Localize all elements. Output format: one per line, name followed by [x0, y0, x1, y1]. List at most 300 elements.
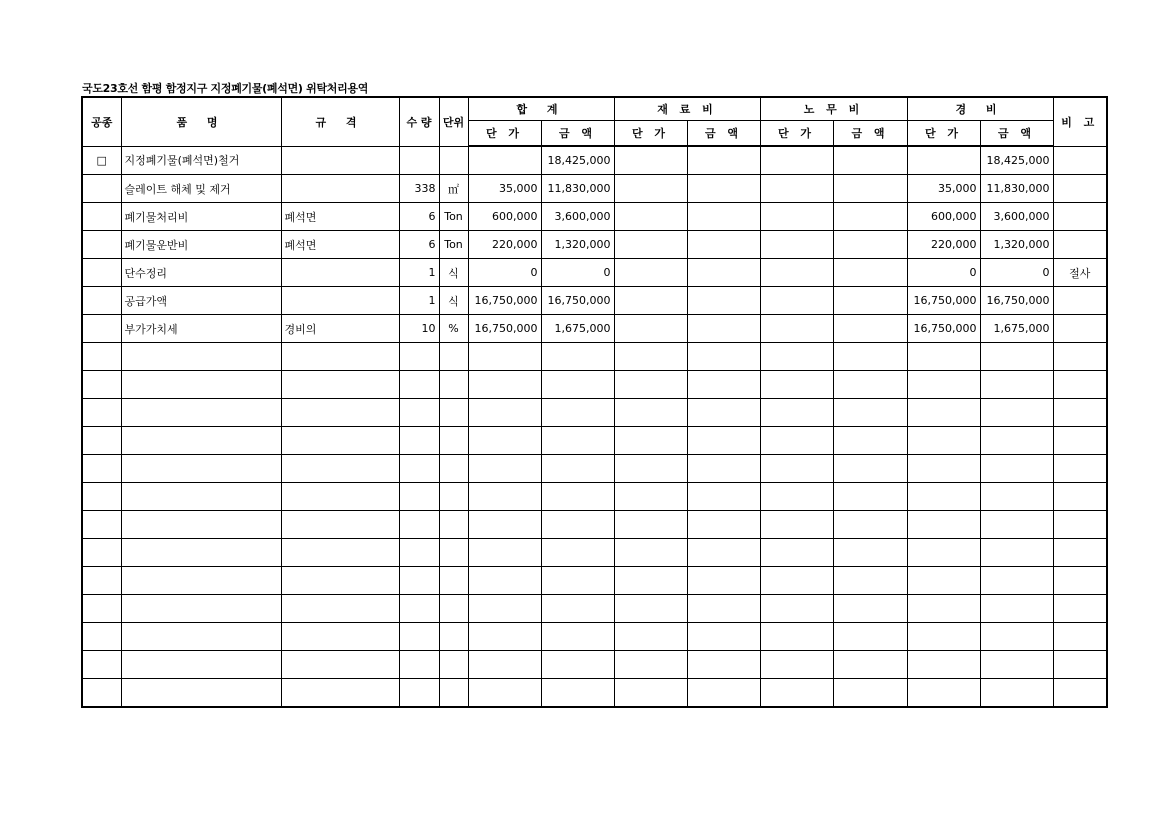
gongjong-cell [82, 511, 121, 539]
expense-unit-price-cell [907, 539, 980, 567]
table-row [82, 539, 1107, 567]
material-amount-cell [687, 483, 760, 511]
total-unit-price-cell: 35,000 [468, 175, 541, 203]
gongjong-cell [82, 623, 121, 651]
expense-amount-cell [980, 595, 1053, 623]
expense-amount-cell [980, 651, 1053, 679]
spec-cell: 폐석면 [281, 203, 399, 231]
spec-cell: 폐석면 [281, 231, 399, 259]
unit-cell: % [439, 315, 468, 343]
table-row [82, 203, 1107, 231]
material-amount-cell [687, 343, 760, 371]
unit-cell [439, 483, 468, 511]
expense-amount-cell: 3,600,000 [980, 203, 1053, 231]
gongjong-cell [82, 259, 121, 287]
unit-cell: Ton [439, 231, 468, 259]
expense-unit-price-cell [907, 623, 980, 651]
document-title: 국도23호선 함평 함정지구 지정폐기물(폐석면) 위탁처리용역 [82, 82, 369, 95]
expense-unit-price-cell [907, 679, 980, 708]
labor-amount-cell [833, 539, 907, 567]
labor-unit-price-cell [760, 175, 833, 203]
material-unit-price-cell [614, 651, 687, 679]
spec-cell [281, 371, 399, 399]
expense-unit-price-cell [907, 455, 980, 483]
remark-cell [1053, 231, 1107, 259]
expense-amount-cell [980, 511, 1053, 539]
labor-unit-price-cell [760, 679, 833, 708]
qty-cell [399, 623, 439, 651]
labor-amount-cell [833, 259, 907, 287]
labor-amount-cell [833, 175, 907, 203]
expense-unit-price-cell: 16,750,000 [907, 287, 980, 315]
gongjong-cell [82, 231, 121, 259]
total-amount-cell [541, 399, 614, 427]
qty-cell [399, 511, 439, 539]
gongjong-cell [82, 371, 121, 399]
spec-cell [281, 483, 399, 511]
unit-cell: 식 [439, 259, 468, 287]
header-expense: 경 비 [907, 97, 1053, 121]
expense-unit-price-cell [907, 146, 980, 175]
labor-unit-price-cell [760, 146, 833, 175]
qty-cell: 338 [399, 175, 439, 203]
table-row [82, 315, 1107, 343]
expense-amount-cell [980, 455, 1053, 483]
labor-unit-price-cell [760, 567, 833, 595]
gongjong-cell [82, 567, 121, 595]
gongjong-cell [82, 343, 121, 371]
labor-amount-cell [833, 427, 907, 455]
item-name-cell [121, 623, 281, 651]
unit-cell: 식 [439, 287, 468, 315]
labor-unit-price-cell [760, 511, 833, 539]
table-row [82, 567, 1107, 595]
spec-cell [281, 399, 399, 427]
expense-unit-price-cell [907, 427, 980, 455]
spec-cell [281, 259, 399, 287]
labor-amount-cell [833, 455, 907, 483]
qty-cell [399, 651, 439, 679]
material-unit-price-cell [614, 343, 687, 371]
item-name-cell [121, 539, 281, 567]
expense-amount-cell [980, 343, 1053, 371]
item-name-cell [121, 483, 281, 511]
header-labor-amount: 금 액 [833, 121, 907, 147]
total-unit-price-cell [468, 343, 541, 371]
material-amount-cell [687, 511, 760, 539]
header-material-unit-price: 단 가 [614, 121, 687, 147]
qty-cell [399, 399, 439, 427]
total-unit-price-cell [468, 455, 541, 483]
labor-unit-price-cell [760, 427, 833, 455]
item-name-cell [121, 455, 281, 483]
expense-unit-price-cell [907, 371, 980, 399]
material-amount-cell [687, 679, 760, 708]
table-row [82, 595, 1107, 623]
remark-cell [1053, 146, 1107, 175]
table-row [82, 259, 1107, 287]
labor-amount-cell [833, 679, 907, 708]
unit-cell: Ton [439, 203, 468, 231]
unit-cell [439, 371, 468, 399]
material-amount-cell [687, 259, 760, 287]
spec-cell [281, 511, 399, 539]
gongjong-cell [82, 175, 121, 203]
table-row [82, 511, 1107, 539]
header-expense-unit-price: 단 가 [907, 121, 980, 147]
total-unit-price-cell [468, 539, 541, 567]
expense-amount-cell [980, 427, 1053, 455]
spec-cell [281, 623, 399, 651]
remark-cell [1053, 427, 1107, 455]
labor-unit-price-cell [760, 455, 833, 483]
material-amount-cell [687, 231, 760, 259]
total-unit-price-cell: 16,750,000 [468, 287, 541, 315]
gongjong-cell [82, 455, 121, 483]
labor-unit-price-cell [760, 287, 833, 315]
total-amount-cell [541, 595, 614, 623]
gongjong-cell [82, 595, 121, 623]
material-amount-cell [687, 539, 760, 567]
labor-amount-cell [833, 343, 907, 371]
total-unit-price-cell: 600,000 [468, 203, 541, 231]
qty-cell: 10 [399, 315, 439, 343]
unit-cell [439, 539, 468, 567]
spec-cell [281, 567, 399, 595]
expense-unit-price-cell [907, 595, 980, 623]
qty-cell [399, 343, 439, 371]
material-amount-cell [687, 175, 760, 203]
remark-cell [1053, 175, 1107, 203]
material-unit-price-cell [614, 287, 687, 315]
material-unit-price-cell [614, 259, 687, 287]
total-amount-cell: 1,320,000 [541, 231, 614, 259]
total-unit-price-cell [468, 146, 541, 175]
cost-breakdown-table [81, 96, 1108, 708]
material-unit-price-cell [614, 567, 687, 595]
expense-amount-cell: 1,320,000 [980, 231, 1053, 259]
table-row [82, 623, 1107, 651]
remark-cell [1053, 679, 1107, 708]
total-amount-cell [541, 371, 614, 399]
material-amount-cell [687, 315, 760, 343]
material-unit-price-cell [614, 539, 687, 567]
labor-amount-cell [833, 399, 907, 427]
qty-cell: 6 [399, 231, 439, 259]
item-name-cell [121, 511, 281, 539]
spec-cell [281, 455, 399, 483]
labor-unit-price-cell [760, 539, 833, 567]
total-unit-price-cell: 16,750,000 [468, 315, 541, 343]
material-unit-price-cell [614, 623, 687, 651]
material-unit-price-cell [614, 203, 687, 231]
labor-amount-cell [833, 203, 907, 231]
spec-cell [281, 595, 399, 623]
remark-cell [1053, 511, 1107, 539]
material-amount-cell [687, 146, 760, 175]
material-amount-cell [687, 371, 760, 399]
item-name-cell [121, 371, 281, 399]
material-unit-price-cell [614, 231, 687, 259]
remark-cell [1053, 651, 1107, 679]
remark-cell [1053, 399, 1107, 427]
total-amount-cell: 18,425,000 [541, 146, 614, 175]
material-amount-cell [687, 595, 760, 623]
item-name-cell: 부가가치세 [121, 315, 281, 343]
spec-cell [281, 287, 399, 315]
item-name-cell [121, 427, 281, 455]
header-gongjong: 공종 [82, 97, 121, 146]
labor-amount-cell [833, 567, 907, 595]
header-expense-amount: 금 액 [980, 121, 1053, 147]
total-unit-price-cell [468, 511, 541, 539]
unit-cell [439, 399, 468, 427]
total-unit-price-cell [468, 427, 541, 455]
item-name-cell [121, 399, 281, 427]
remark-cell [1053, 595, 1107, 623]
gongjong-cell [82, 399, 121, 427]
header-labor-unit-price: 단 가 [760, 121, 833, 147]
gongjong-cell [82, 483, 121, 511]
table-row [82, 371, 1107, 399]
header-total: 합 계 [468, 97, 614, 121]
material-unit-price-cell [614, 483, 687, 511]
item-name-cell: 지정폐기물(폐석면)철거 [121, 146, 281, 175]
expense-unit-price-cell [907, 651, 980, 679]
expense-amount-cell [980, 483, 1053, 511]
table-row [82, 287, 1107, 315]
material-unit-price-cell [614, 595, 687, 623]
header-labor: 노 무 비 [760, 97, 907, 121]
qty-cell [399, 567, 439, 595]
unit-cell [439, 511, 468, 539]
material-amount-cell [687, 567, 760, 595]
qty-cell [399, 595, 439, 623]
unit-cell [439, 343, 468, 371]
item-name-cell [121, 651, 281, 679]
spec-cell [281, 539, 399, 567]
total-amount-cell [541, 679, 614, 708]
material-unit-price-cell [614, 679, 687, 708]
expense-amount-cell: 16,750,000 [980, 287, 1053, 315]
labor-unit-price-cell [760, 231, 833, 259]
table-row [82, 483, 1107, 511]
item-name-cell [121, 679, 281, 708]
qty-cell: 1 [399, 287, 439, 315]
total-amount-cell: 11,830,000 [541, 175, 614, 203]
labor-amount-cell [833, 315, 907, 343]
total-amount-cell [541, 511, 614, 539]
labor-amount-cell [833, 231, 907, 259]
total-unit-price-cell: 0 [468, 259, 541, 287]
total-unit-price-cell [468, 651, 541, 679]
spec-cell [281, 679, 399, 708]
item-name-cell: 슬레이트 해체 및 제거 [121, 175, 281, 203]
expense-unit-price-cell [907, 343, 980, 371]
qty-cell [399, 679, 439, 708]
total-unit-price-cell [468, 399, 541, 427]
total-amount-cell: 3,600,000 [541, 203, 614, 231]
spec-cell [281, 175, 399, 203]
unit-cell [439, 651, 468, 679]
qty-cell: 1 [399, 259, 439, 287]
item-name-cell: 단수정리 [121, 259, 281, 287]
expense-unit-price-cell: 600,000 [907, 203, 980, 231]
expense-unit-price-cell [907, 399, 980, 427]
header-unit: 단위 [439, 97, 468, 146]
gongjong-cell [82, 679, 121, 708]
remark-cell [1053, 455, 1107, 483]
expense-amount-cell [980, 539, 1053, 567]
expense-amount-cell: 18,425,000 [980, 146, 1053, 175]
spec-cell [281, 651, 399, 679]
total-amount-cell [541, 455, 614, 483]
material-unit-price-cell [614, 175, 687, 203]
material-unit-price-cell [614, 455, 687, 483]
remark-cell [1053, 483, 1107, 511]
labor-amount-cell [833, 146, 907, 175]
unit-cell [439, 679, 468, 708]
unit-cell: ㎡ [439, 175, 468, 203]
labor-amount-cell [833, 623, 907, 651]
material-unit-price-cell [614, 427, 687, 455]
material-amount-cell [687, 427, 760, 455]
total-amount-cell [541, 539, 614, 567]
expense-unit-price-cell [907, 567, 980, 595]
header-qty: 수 량 [399, 97, 439, 146]
item-name-cell [121, 567, 281, 595]
total-unit-price-cell [468, 483, 541, 511]
expense-unit-price-cell: 220,000 [907, 231, 980, 259]
total-amount-cell: 0 [541, 259, 614, 287]
labor-amount-cell [833, 287, 907, 315]
item-name-cell [121, 343, 281, 371]
unit-cell [439, 623, 468, 651]
expense-amount-cell [980, 679, 1053, 708]
table-row [82, 231, 1107, 259]
header-remark: 비 고 [1053, 97, 1107, 146]
total-amount-cell: 1,675,000 [541, 315, 614, 343]
gongjong-cell [82, 287, 121, 315]
total-unit-price-cell [468, 595, 541, 623]
remark-cell [1053, 343, 1107, 371]
table-row [82, 679, 1107, 708]
labor-amount-cell [833, 483, 907, 511]
remark-cell [1053, 203, 1107, 231]
expense-unit-price-cell: 16,750,000 [907, 315, 980, 343]
header-total-unit-price: 단 가 [468, 121, 541, 147]
table-row [82, 651, 1107, 679]
expense-amount-cell [980, 371, 1053, 399]
material-unit-price-cell [614, 146, 687, 175]
labor-amount-cell [833, 651, 907, 679]
material-amount-cell [687, 455, 760, 483]
table-row [82, 175, 1107, 203]
spec-cell [281, 427, 399, 455]
gongjong-cell [82, 539, 121, 567]
labor-amount-cell [833, 595, 907, 623]
expense-unit-price-cell [907, 483, 980, 511]
total-amount-cell: 16,750,000 [541, 287, 614, 315]
total-unit-price-cell [468, 371, 541, 399]
expense-amount-cell: 11,830,000 [980, 175, 1053, 203]
remark-cell [1053, 567, 1107, 595]
qty-cell [399, 483, 439, 511]
material-unit-price-cell [614, 511, 687, 539]
gongjong-cell [82, 315, 121, 343]
material-amount-cell [687, 287, 760, 315]
expense-amount-cell [980, 623, 1053, 651]
remark-cell [1053, 371, 1107, 399]
header-material: 재 료 비 [614, 97, 760, 121]
qty-cell [399, 146, 439, 175]
total-unit-price-cell: 220,000 [468, 231, 541, 259]
unit-cell [439, 146, 468, 175]
labor-unit-price-cell [760, 371, 833, 399]
material-amount-cell [687, 651, 760, 679]
expense-amount-cell: 0 [980, 259, 1053, 287]
table-row [82, 427, 1107, 455]
unit-cell [439, 427, 468, 455]
header-spec: 규 격 [281, 97, 399, 146]
labor-amount-cell [833, 511, 907, 539]
expense-unit-price-cell: 0 [907, 259, 980, 287]
labor-unit-price-cell [760, 315, 833, 343]
total-unit-price-cell [468, 679, 541, 708]
material-unit-price-cell [614, 315, 687, 343]
qty-cell [399, 455, 439, 483]
total-amount-cell [541, 567, 614, 595]
total-unit-price-cell [468, 623, 541, 651]
expense-amount-cell: 1,675,000 [980, 315, 1053, 343]
labor-amount-cell [833, 371, 907, 399]
gongjong-cell [82, 427, 121, 455]
gongjong-cell: □ [82, 146, 121, 175]
expense-amount-cell [980, 399, 1053, 427]
gongjong-cell [82, 651, 121, 679]
qty-cell [399, 371, 439, 399]
header-material-amount: 금 액 [687, 121, 760, 147]
remark-cell [1053, 623, 1107, 651]
total-amount-cell [541, 483, 614, 511]
total-amount-cell [541, 343, 614, 371]
unit-cell [439, 595, 468, 623]
material-unit-price-cell [614, 371, 687, 399]
labor-unit-price-cell [760, 595, 833, 623]
expense-unit-price-cell [907, 511, 980, 539]
expense-unit-price-cell: 35,000 [907, 175, 980, 203]
table-row [82, 399, 1107, 427]
unit-cell [439, 567, 468, 595]
material-unit-price-cell [614, 399, 687, 427]
labor-unit-price-cell [760, 483, 833, 511]
item-name-cell: 폐기물운반비 [121, 231, 281, 259]
total-amount-cell [541, 623, 614, 651]
table-row [82, 343, 1107, 371]
remark-cell [1053, 539, 1107, 567]
spec-cell [281, 343, 399, 371]
table-row [82, 455, 1107, 483]
labor-unit-price-cell [760, 259, 833, 287]
labor-unit-price-cell [760, 343, 833, 371]
total-amount-cell [541, 651, 614, 679]
material-amount-cell [687, 623, 760, 651]
qty-cell: 6 [399, 203, 439, 231]
remark-cell: 절사 [1053, 259, 1107, 287]
header-item-name: 품 명 [121, 97, 281, 146]
remark-cell [1053, 287, 1107, 315]
spec-cell: 경비의 [281, 315, 399, 343]
